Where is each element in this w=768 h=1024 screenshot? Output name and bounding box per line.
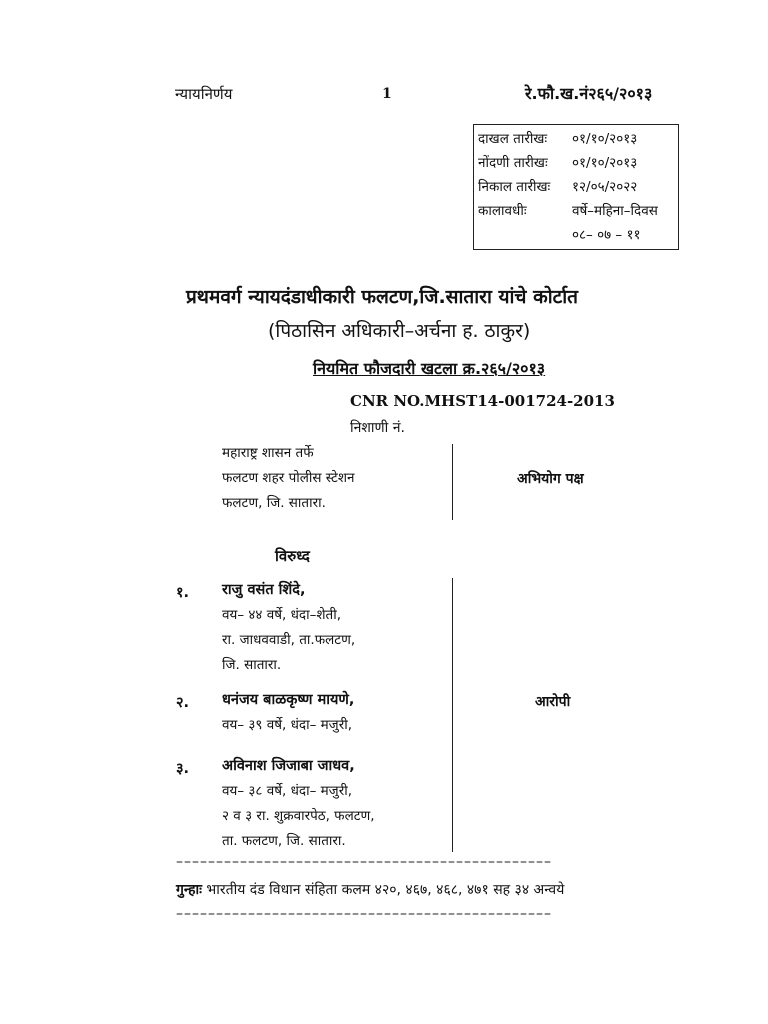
date-row-filing — [478, 127, 678, 151]
accused-detail: रा. जाधववाडी, ता.फलटण, — [222, 632, 356, 648]
accused-1 — [222, 578, 355, 678]
accused-detail: २ व ३ रा. शुक्रवारपेठ, फलटण, — [222, 808, 375, 824]
accused-number: १. — [176, 585, 190, 601]
accused-number: ३. — [176, 761, 190, 777]
accused-detail: वय– ३८ वर्षे, धंदा– मजुरी, — [222, 783, 353, 799]
prosecution-role: अभियोग पक्ष — [517, 471, 584, 487]
accused-detail: ता. फलटण, जि. सातारा. — [222, 833, 346, 849]
accused-3 — [222, 754, 375, 854]
accused-detail: वय– ४४ वर्षे, धंदा–शेती, — [222, 607, 341, 623]
separator-line: ––––––––––––––––––––––––––––––––––––––––––––––– — [176, 906, 552, 922]
dates-box — [473, 124, 679, 250]
accused-name: राजु वसंत शिंदे, — [222, 582, 306, 598]
prosecution-line: महाराष्ट्र शासन तर्फे — [222, 445, 314, 461]
date-label: निकाल तारीखः — [478, 179, 551, 195]
date-row-duration-value — [478, 223, 678, 247]
date-label — [478, 223, 572, 247]
date-row-duration — [478, 199, 678, 223]
prosecution-block — [222, 441, 355, 516]
date-row-decision — [478, 175, 678, 199]
page-number: 1 — [382, 86, 392, 102]
accused-name: अविनाश जिजाबा जाधव, — [222, 758, 355, 774]
date-value: ०१/१०/२०१३ — [572, 155, 638, 171]
presiding-officer: (पिठासिन अधिकारी–अर्चना ह. ठाकुर) — [268, 320, 531, 342]
accused-detail: जि. सातारा. — [222, 657, 282, 673]
date-value: १२/०५/२०२२ — [572, 179, 638, 195]
date-row-registration — [478, 151, 678, 175]
date-value: ०१/१०/२०१३ — [572, 131, 638, 147]
doc-type: न्यायनिर्णय — [175, 85, 233, 103]
court-title: प्रथमवर्ग न्यायदंडाधीकारी फलटण,जि.सातारा यांचे कोर्टात — [186, 286, 578, 308]
prosecution-line: फलटण, जि. सातारा. — [222, 495, 326, 511]
offence-label: गुन्हाः — [176, 882, 202, 898]
case-reference: रे.फौ.ख.नं२६५/२०१३ — [525, 84, 653, 103]
accused-2 — [222, 688, 354, 738]
date-label: नोंदणी तारीखः — [478, 155, 548, 171]
prosecution-line: फलटण शहर पोलीस स्टेशन — [222, 470, 355, 486]
date-label: दाखल तारीखः — [478, 131, 548, 147]
date-value: वर्षे–महिना–दिवस — [572, 203, 658, 219]
accused-detail: वय– ३९ वर्षे, धंदा– मजुरी, — [222, 717, 353, 733]
divider-line — [452, 578, 453, 852]
date-value: ०८– ०७ – ११ — [572, 227, 641, 243]
offence-text: भारतीय दंड विधान संहिता कलम ४२०, ४६७, ४६८, ४७१ सह ३४ अन्वये — [206, 882, 565, 898]
date-label: कालावधीः — [478, 203, 527, 219]
divider-line — [452, 444, 453, 520]
exhibit-number: निशाणी नं. — [350, 420, 405, 436]
offence-line — [176, 880, 564, 899]
separator-line: ––––––––––––––––––––––––––––––––––––––––––––––– — [176, 854, 552, 870]
accused-role: आरोपी — [535, 694, 571, 710]
case-title: नियमित फौजदारी खटला क्र.२६५/२०१३ — [313, 359, 546, 378]
versus-label: विरुध्द — [275, 547, 310, 565]
cnr-number: CNR NO.MHST14-001724-2013 — [350, 392, 615, 410]
accused-name: धनंजय बाळकृष्ण मायणे, — [222, 692, 355, 708]
accused-number: २. — [176, 695, 190, 711]
